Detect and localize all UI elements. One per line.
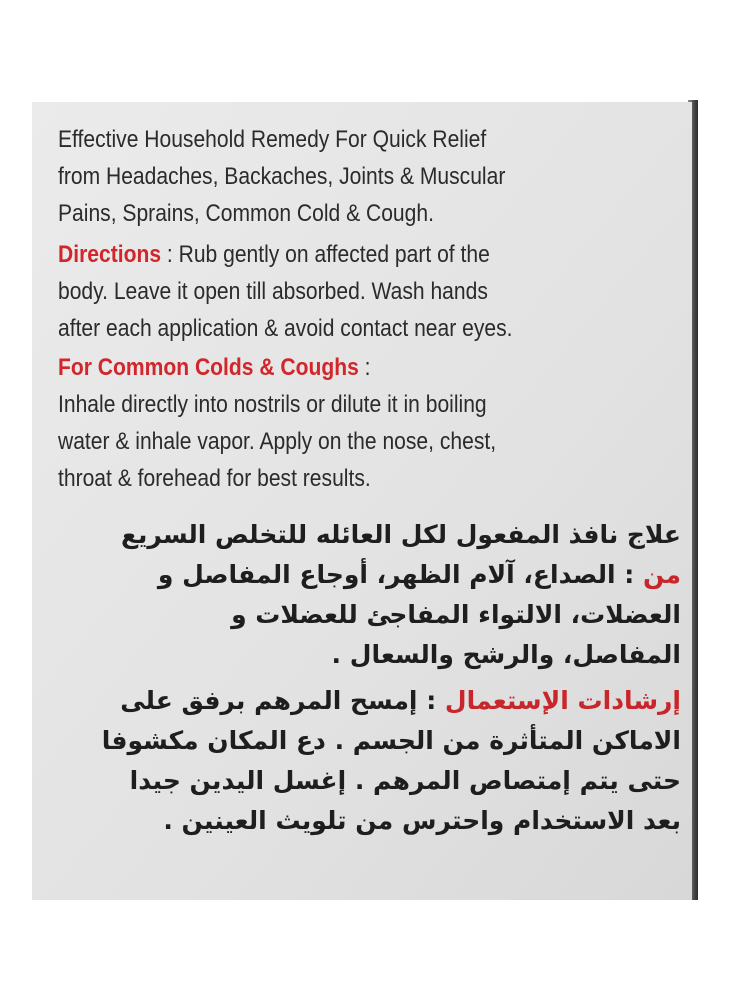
colds-heading: For Common Colds & Coughs — [58, 354, 359, 381]
directions-line-3: after each application & avoid contact near eyes. — [58, 315, 513, 342]
arabic-directions-heading: إرشادات الإستعمال — [444, 686, 681, 715]
directions-heading: Directions — [58, 241, 162, 268]
english-text-block — [58, 121, 565, 497]
arabic-directions-line-2: الاماكن المتأثرة من الجسم . دع المكان مكشوفا — [101, 726, 681, 755]
colds-line-3: throat & forehead for best results. — [58, 465, 371, 492]
colds-line-2: water & inhale vapor. Apply on the nose, chest, — [58, 428, 497, 455]
arabic-intro-line-2: من : الصداع، آلام الظهر، أوجاع المفاصل و — [157, 560, 681, 589]
arabic-intro-line-4: المفاصل، والرشح والسعال . — [331, 640, 681, 669]
intro-line-1: Effective Household Remedy For Quick Relief — [58, 126, 487, 153]
directions-line-1: Directions : Rub gently on affected part of the — [58, 241, 490, 268]
arabic-directions-line-4: بعد الاستخدام واحترس من تلويث العينين . — [163, 806, 681, 835]
directions-line-2: body. Leave it open till absorbed. Wash hands — [58, 278, 488, 305]
intro-line-3: Pains, Sprains, Common Cold & Cough. — [58, 200, 434, 227]
colds-line-1: Inhale directly into nostrils or dilute it in boiling — [58, 391, 487, 418]
arabic-text-block — [101, 515, 681, 841]
arabic-min-label: من — [643, 560, 681, 589]
colds-heading-line: For Common Colds & Coughs : — [58, 354, 371, 381]
intro-line-2: from Headaches, Backaches, Joints & Muscular — [58, 163, 506, 190]
arabic-intro-line-3: العضلات، الالتواء المفاجئ للعضلات و — [231, 600, 681, 629]
arabic-directions-line-3: حتى يتم إمتصاص المرهم . إغسل اليدين جيدا — [129, 766, 681, 795]
arabic-directions-line-1: إرشادات الإستعمال : إمسح المرهم برفق على — [120, 686, 681, 715]
directions-text-1: Rub gently on affected part of the — [178, 241, 490, 268]
arabic-intro-line-1: علاج نافذ المفعول لكل العائله للتخلص السريع — [120, 520, 681, 549]
